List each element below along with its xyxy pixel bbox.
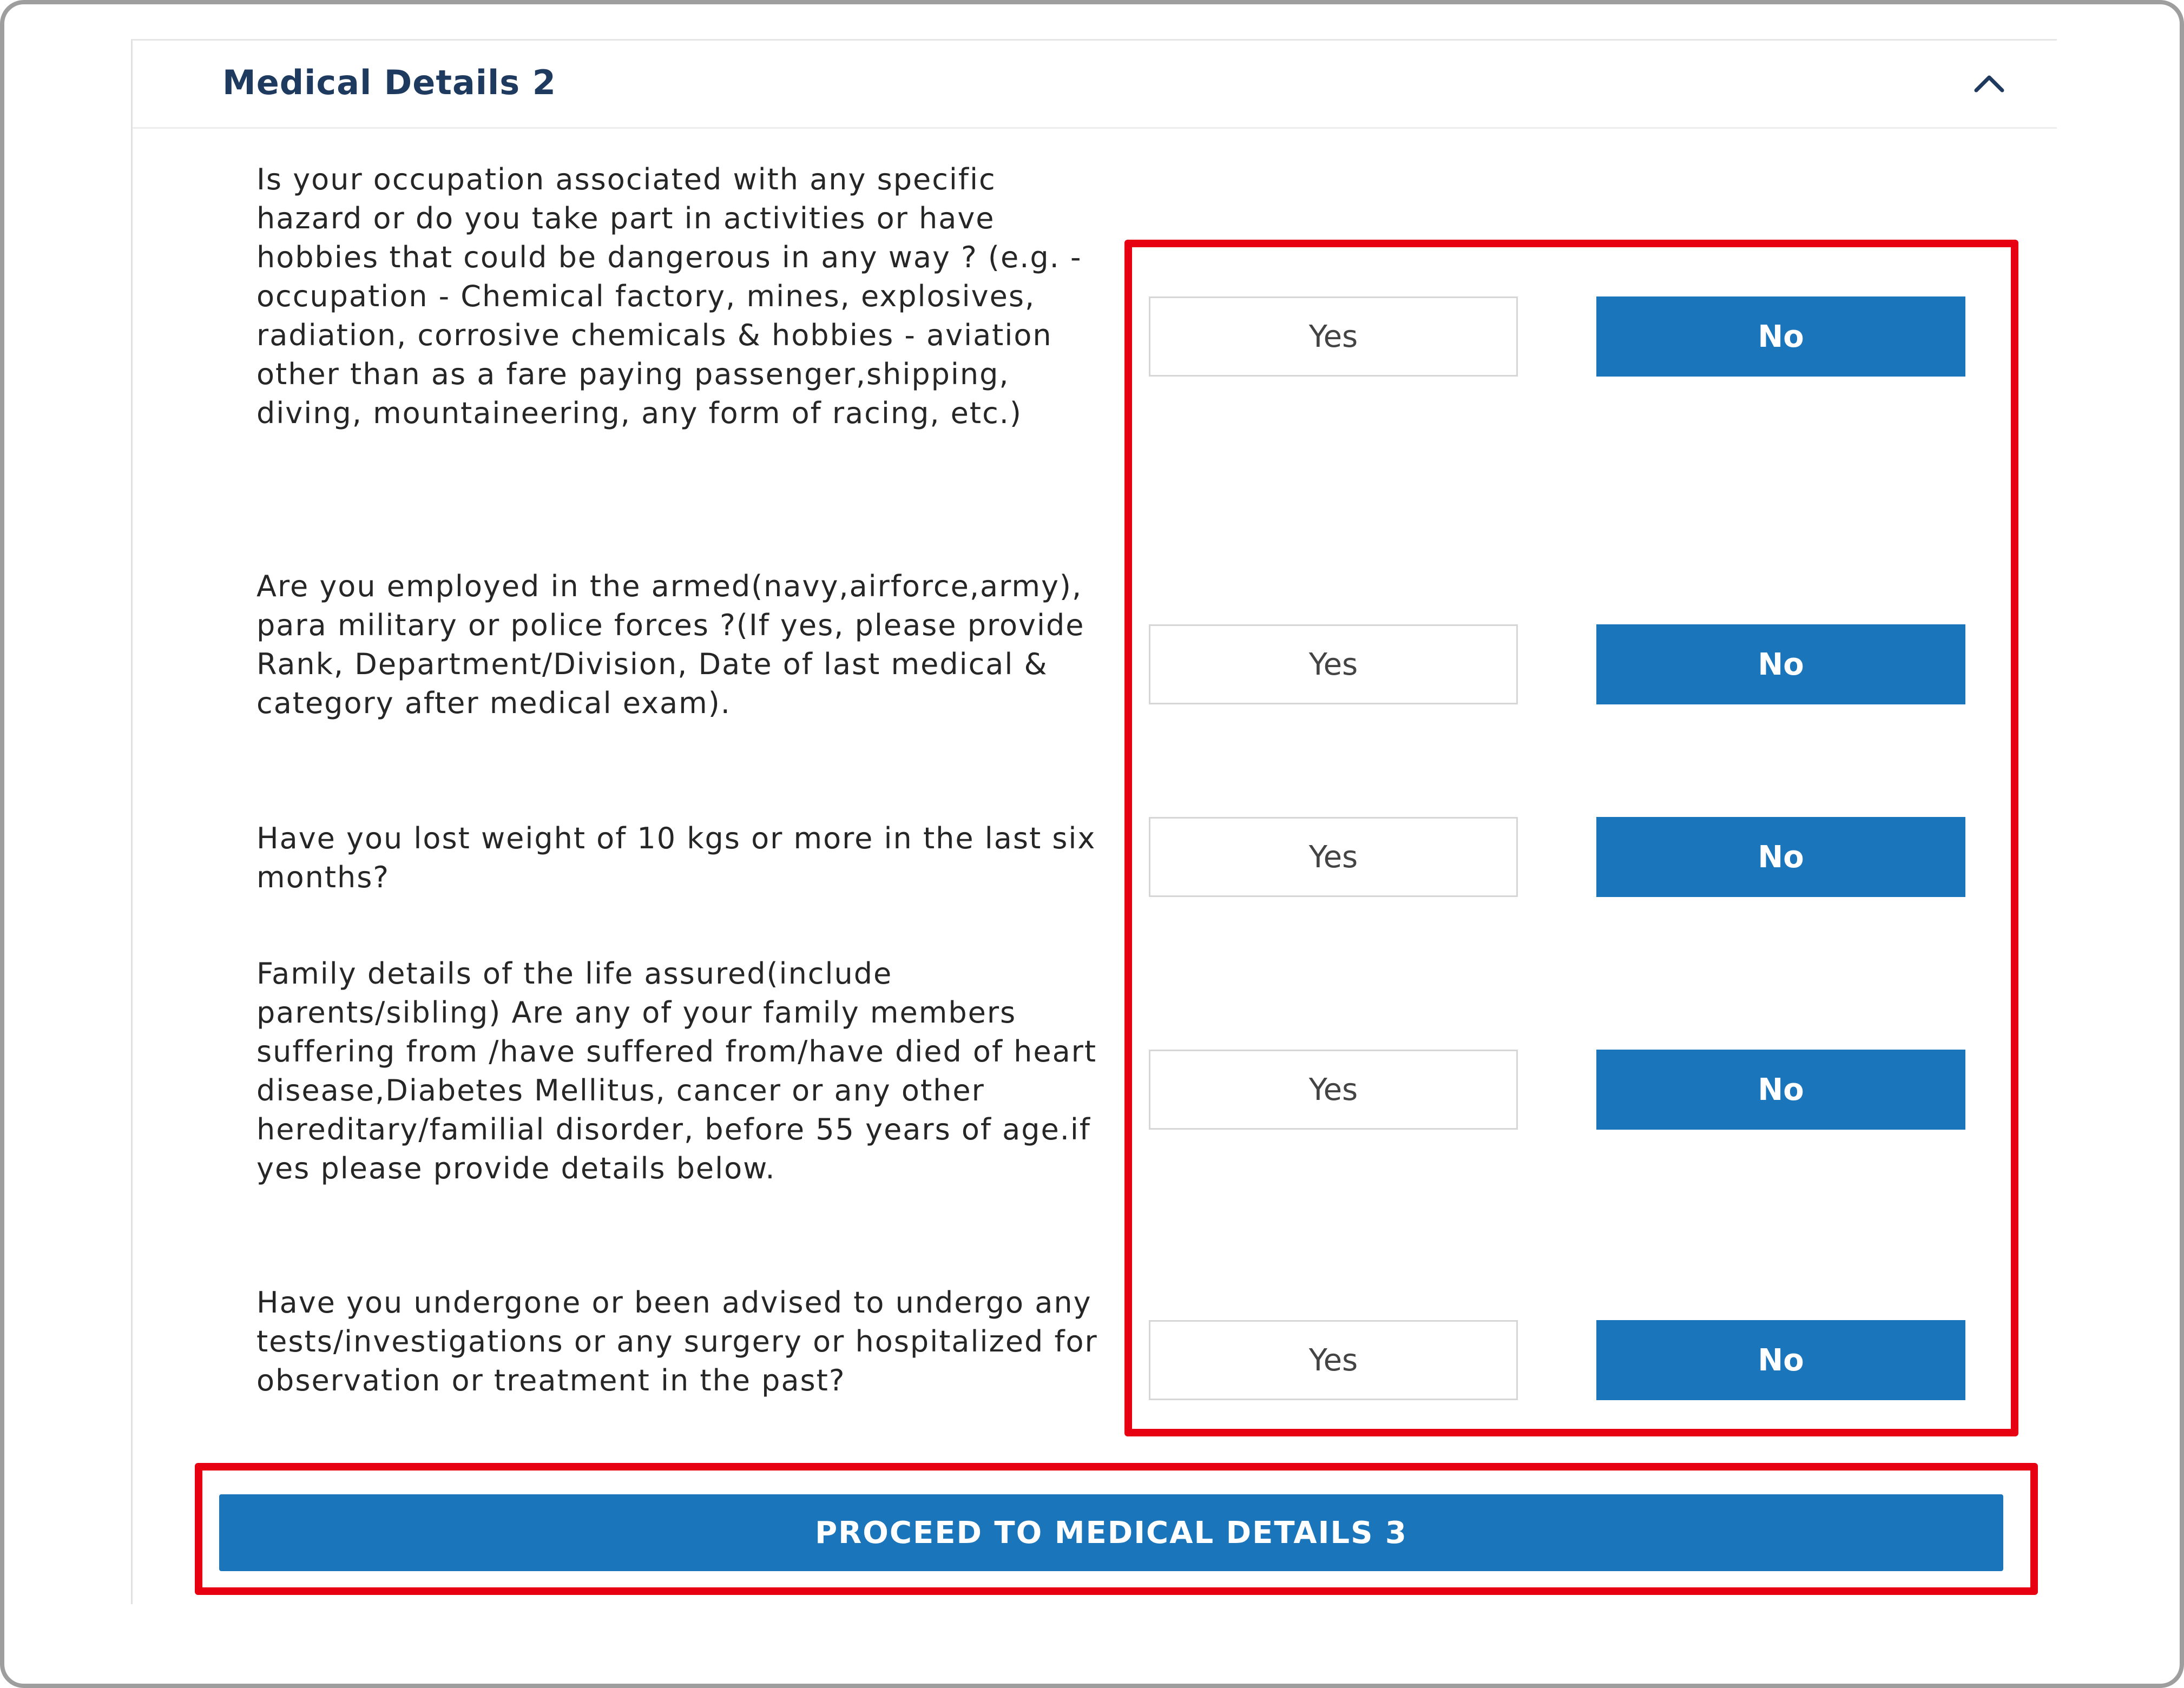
no-button-weight-loss[interactable]: No: [1596, 817, 1965, 897]
question-occupation-hazard: Is your occupation associated with any specific hazard or do you take part in activities or have hobbies that could be dangerous in any way ? (e.g. - occupation - Chemical factory, mines, explosives, radiation, corrosive chemicals & hobbies - aviation other than as a fare paying passenger,shipping, diving, mountaineering, any form of racing, etc.): [256, 162, 1082, 430]
question-weight-loss: Have you lost weight of 10 kgs or more in the last six months?: [256, 821, 1096, 894]
yes-button-weight-loss[interactable]: Yes: [1149, 817, 1518, 897]
no-button-occupation-hazard[interactable]: No: [1596, 296, 1965, 377]
no-button-tests-surgery[interactable]: No: [1596, 1320, 1965, 1400]
proceed-button[interactable]: PROCEED TO MEDICAL DETAILS 3: [219, 1494, 2003, 1571]
accordion-header[interactable]: [133, 41, 2057, 129]
no-button-family-history[interactable]: No: [1596, 1050, 1965, 1130]
chevron-up-icon[interactable]: [1974, 72, 2004, 94]
question-family-history: Family details of the life assured(include parents/sibling) Are any of your family members suffering from /have suffered from/have died of heart disease,Diabetes Mellitus, cancer or any other hereditary/familial disorder, before 55 years of age.if yes please provide details below.: [256, 957, 1097, 1185]
no-button-armed-forces[interactable]: No: [1596, 624, 1965, 704]
section-title: Medical Details 2: [222, 63, 556, 102]
yes-button-occupation-hazard[interactable]: Yes: [1149, 296, 1518, 377]
yes-button-armed-forces[interactable]: Yes: [1149, 624, 1518, 704]
question-armed-forces: Are you employed in the armed(navy,airforce,army), para military or police forces ?(If yes, please provide Rank, Department/Division, Date of last medical & category after medical exam).: [256, 569, 1085, 720]
question-tests-surgery: Have you undergone or been advised to undergo any tests/investigations or any surgery or hospitalized for observation or treatment in the past?: [256, 1285, 1098, 1397]
yes-button-family-history[interactable]: Yes: [1149, 1050, 1518, 1130]
yes-button-tests-surgery[interactable]: Yes: [1149, 1320, 1518, 1400]
